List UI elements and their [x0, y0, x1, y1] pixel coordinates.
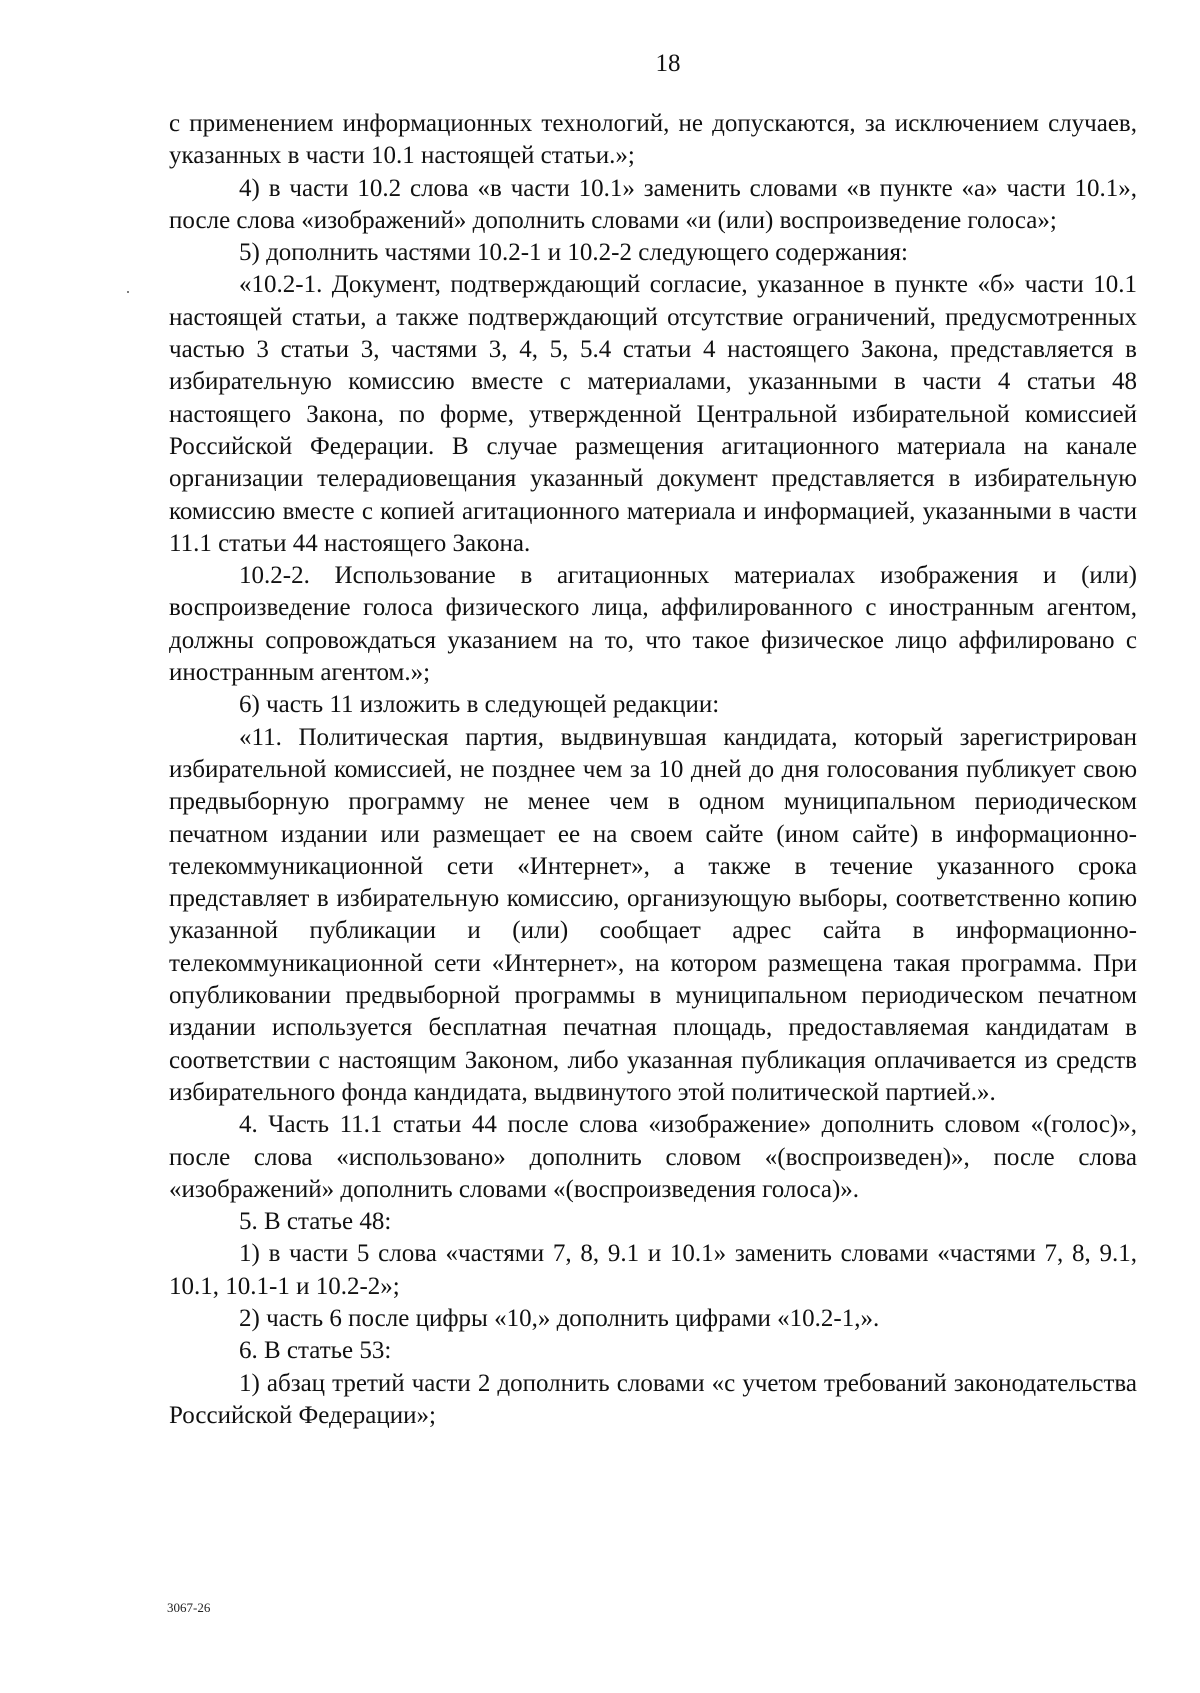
- paragraph-part-11: «11. Политическая партия, выдвинувшая кандидата, который зарегистрирован избирательной комиссией, не позднее чем за 10 дней до дня голосования публикует свою предвыборную программу не менее чем в одном муниципальном периодическом печатном издании или размещает ее на своем сайте (ином сайте) в информационно-телекоммуникационной сети «Интернет», а также в течение указанного срока представляет в избирательную комиссию, организующую выборы, соответственно копию указанной публикации и (или) сообщает адрес сайта в информационно-телекоммуникационной сети «Интернет», на котором размещена такая программа. При опубликовании предвыборной программы в муниципальном периодическом печатном издании используется бесплатная печатная площадь, предоставляемая кандидатам в соответствии с настоящим Законом, либо указанная публикация оплачивается из средств избирательного фонда кандидата, выдвинутого этой политической партией.».: [169, 723, 1137, 1106]
- paragraph-section-4: 4. Часть 11.1 статьи 44 после слова «изображение» дополнить словом «(голос)», после слова «использовано» дополнить словом «(воспроизведен)», после слова «изображений» дополнить словами «(воспроизведения голоса)».: [169, 1111, 1137, 1203]
- page-number: 18: [655, 50, 681, 77]
- paragraph-section-5-item-1: 1) в части 5 слова «частями 7, 8, 9.1 и 10.1» заменить словами «частями 7, 8, 9.1, 10.1, 10.1-1 и 10.2-2»;: [169, 1240, 1137, 1300]
- scan-artifact-dot: [127, 291, 129, 293]
- document-body: [169, 108, 1137, 1432]
- paragraph-part-10-2-2: 10.2-2. Использование в агитационных материалах изображения и (или) воспроизведение голоса физического лица, аффилированного с иностранным агентом, должны сопровождаться указанием на то, что такое физическое лицо аффилировано с иностранным агентом.»;: [169, 562, 1137, 687]
- paragraph-item-5: 5) дополнить частями 10.2-1 и 10.2-2 следующего содержания:: [239, 239, 908, 267]
- paragraph-section-6: 6. В статье 53:: [239, 1337, 392, 1365]
- paragraph-item-4: 4) в части 10.2 слова «в части 10.1» заменить словами «в пункте «а» части 10.1», после слова «изображений» дополнить словами «и (или) воспроизведение голоса»;: [169, 174, 1137, 234]
- paragraph-section-5: 5. В статье 48:: [239, 1208, 392, 1236]
- paragraph-part-10-2-1: «10.2-1. Документ, подтверждающий согласие, указанное в пункте «б» части 10.1 настоящей статьи, а также подтверждающий отсутствие ограничений, предусмотренных частью 3 статьи 3, частями 3, 4, 5, 5.4 статьи 4 настоящего Закона, представляется в избирательную комиссию вместе с материалами, указанными в части 4 статьи 48 настоящего Закона, по форме, утвержденной Центральной избирательной комиссией Российской Федерации. В случае размещения агитационного материала на канале организации телерадиовещания указанный документ представляется в избирательную комиссию вместе с копией агитационного материала и информацией, указанными в части 11.1 статьи 44 настоящего Закона.: [169, 271, 1137, 557]
- paragraph-item-6: 6) часть 11 изложить в следующей редакции:: [239, 691, 720, 719]
- paragraph-section-5-item-2: 2) часть 6 после цифры «10,» дополнить цифрами «10.2-1,».: [239, 1304, 880, 1332]
- paragraph-continuation: с применением информационных технологий, не допускаются, за исключением случаев, указанных в части 10.1 настоящей статьи.»;: [169, 110, 1137, 170]
- paragraph-section-6-item-1: 1) абзац третий части 2 дополнить словами «с учетом требований законодательства Российской Федерации»;: [169, 1369, 1137, 1429]
- document-code: 3067-26: [167, 1600, 211, 1615]
